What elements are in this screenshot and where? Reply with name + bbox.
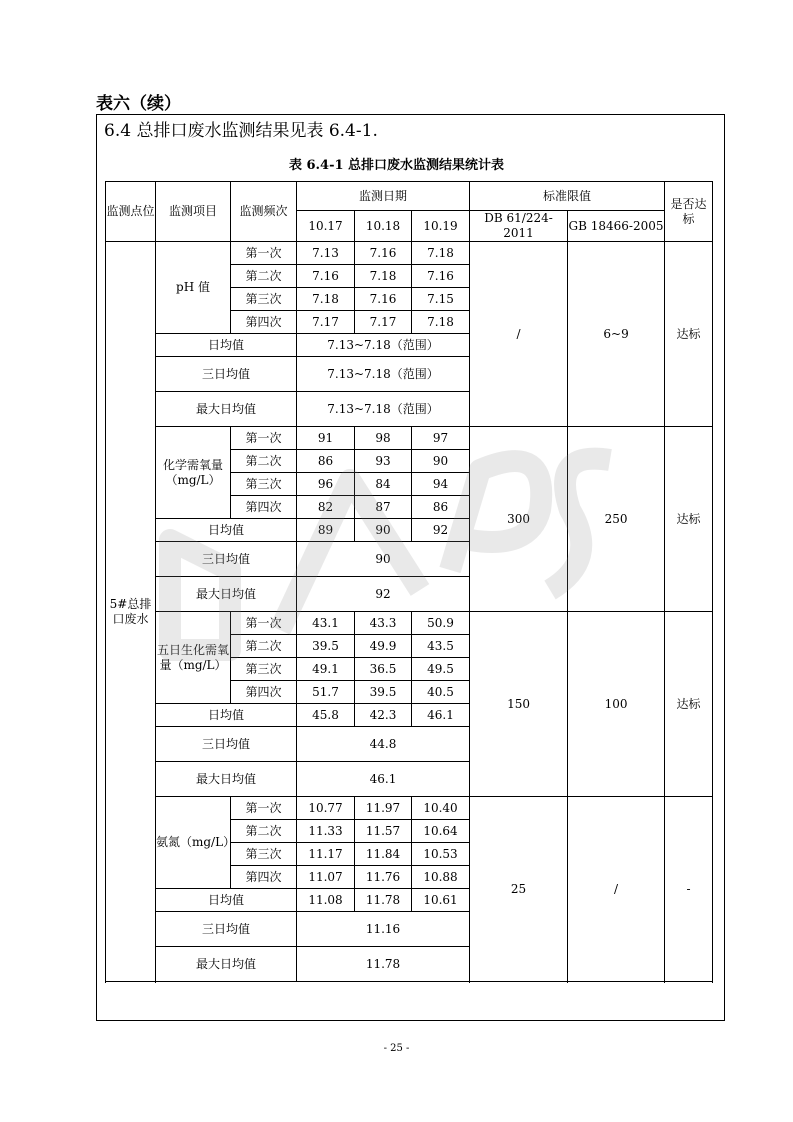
max-daily-mean-label: 最大日均值: [156, 392, 297, 427]
std-gb-value: /: [568, 797, 665, 982]
freq-label: 第二次: [231, 450, 297, 473]
item-name: 氨氮（mg/L）: [156, 797, 231, 889]
measurement-value: 7.17: [297, 311, 355, 334]
daily-mean-label: 日均值: [156, 704, 297, 727]
measurement-value: 7.16: [412, 265, 470, 288]
header-std-db: DB 61/224-2011: [470, 211, 568, 242]
table-row: [106, 242, 713, 265]
measurement-value: 11.97: [355, 797, 412, 820]
measurement-value: 87: [355, 496, 412, 519]
freq-label: 第四次: [231, 866, 297, 889]
measurement-value: 10.77: [297, 797, 355, 820]
daily-mean-label: 日均值: [156, 519, 297, 542]
measurement-value: 10.88: [412, 866, 470, 889]
max-daily-mean-value: 11.78: [297, 947, 470, 982]
freq-label: 第四次: [231, 311, 297, 334]
measurement-value: 11.57: [355, 820, 412, 843]
measurement-value: 10.40: [412, 797, 470, 820]
measurement-value: 10.53: [412, 843, 470, 866]
measurement-value: 43.3: [355, 612, 412, 635]
intro-text: 6.4 总排口废水监测结果见表 6.4-1.: [104, 121, 378, 141]
std-db-value: /: [470, 242, 568, 427]
pass-status: -: [665, 797, 713, 982]
measurement-value: 7.18: [412, 242, 470, 265]
measurement-value: 11.07: [297, 866, 355, 889]
freq-label: 第三次: [231, 288, 297, 311]
measurement-value: 7.18: [355, 265, 412, 288]
table-row: [106, 797, 713, 820]
std-gb-value: 250: [568, 427, 665, 612]
freq-label: 第二次: [231, 635, 297, 658]
three-day-mean-label: 三日均值: [156, 357, 297, 392]
daily-mean-label: 日均值: [156, 334, 297, 357]
measurement-value: 49.1: [297, 658, 355, 681]
measurement-value: 84: [355, 473, 412, 496]
freq-label: 第一次: [231, 427, 297, 450]
max-daily-mean-label: 最大日均值: [156, 947, 297, 982]
daily-mean-value: 42.3: [355, 704, 412, 727]
daily-mean-value: 11.08: [297, 889, 355, 912]
std-db-value: 150: [470, 612, 568, 797]
header-date-3: 10.19: [412, 211, 470, 242]
measurement-value: 91: [297, 427, 355, 450]
measurement-value: 7.16: [297, 265, 355, 288]
section-title: 表六（续）: [96, 94, 181, 114]
daily-mean-value: 11.78: [355, 889, 412, 912]
daily-mean-value: 89: [297, 519, 355, 542]
measurement-value: 93: [355, 450, 412, 473]
measurement-value: 43.1: [297, 612, 355, 635]
item-name: pH 值: [156, 242, 231, 334]
measurement-value: 98: [355, 427, 412, 450]
page-number: - 25 -: [383, 1043, 410, 1054]
measurement-value: 11.84: [355, 843, 412, 866]
freq-label: 第四次: [231, 496, 297, 519]
daily-mean-value: 45.8: [297, 704, 355, 727]
measurement-value: 11.76: [355, 866, 412, 889]
measurement-value: 94: [412, 473, 470, 496]
measurement-value: 49.5: [412, 658, 470, 681]
measurement-value: 51.7: [297, 681, 355, 704]
site-name: 5#总排口废水: [106, 242, 156, 982]
measurement-value: 7.16: [355, 288, 412, 311]
measurement-value: 10.64: [412, 820, 470, 843]
three-day-mean-value: 7.13~7.18（范围）: [297, 357, 470, 392]
daily-mean-value: 46.1: [412, 704, 470, 727]
measurement-value: 50.9: [412, 612, 470, 635]
header-dates-group: 监测日期: [297, 182, 470, 211]
header-site: 监测点位: [106, 182, 156, 242]
max-daily-mean-label: 最大日均值: [156, 762, 297, 797]
header-std-group: 标准限值: [470, 182, 665, 211]
header-date-2: 10.18: [355, 211, 412, 242]
freq-label: 第一次: [231, 242, 297, 265]
header-item: 监测项目: [156, 182, 231, 242]
max-daily-mean-value: 46.1: [297, 762, 470, 797]
three-day-mean-label: 三日均值: [156, 727, 297, 762]
measurement-value: 49.9: [355, 635, 412, 658]
three-day-mean-label: 三日均值: [156, 542, 297, 577]
std-db-value: 25: [470, 797, 568, 982]
daily-mean-value: 92: [412, 519, 470, 542]
measurement-value: 7.13: [297, 242, 355, 265]
max-daily-mean-value: 7.13~7.18（范围）: [297, 392, 470, 427]
freq-label: 第一次: [231, 797, 297, 820]
three-day-mean-value: 44.8: [297, 727, 470, 762]
freq-label: 第四次: [231, 681, 297, 704]
measurement-value: 86: [412, 496, 470, 519]
three-day-mean-label: 三日均值: [156, 912, 297, 947]
measurement-value: 96: [297, 473, 355, 496]
measurement-value: 39.5: [355, 681, 412, 704]
max-daily-mean-value: 92: [297, 577, 470, 612]
measurement-value: 40.5: [412, 681, 470, 704]
header-pass: 是否达标: [665, 182, 713, 242]
table-row: [106, 427, 713, 450]
measurement-value: 39.5: [297, 635, 355, 658]
std-gb-value: 6~9: [568, 242, 665, 427]
measurement-value: 36.5: [355, 658, 412, 681]
freq-label: 第三次: [231, 473, 297, 496]
freq-label: 第三次: [231, 658, 297, 681]
results-table: [105, 181, 713, 982]
item-name: 化学需氧量（mg/L）: [156, 427, 231, 519]
std-db-value: 300: [470, 427, 568, 612]
measurement-value: 7.16: [355, 242, 412, 265]
daily-mean-value: 7.13~7.18（范围）: [297, 334, 470, 357]
daily-mean-value: 90: [355, 519, 412, 542]
item-name: 五日生化需氧量（mg/L）: [156, 612, 231, 704]
table-row: [106, 612, 713, 635]
measurement-value: 11.17: [297, 843, 355, 866]
measurement-value: 43.5: [412, 635, 470, 658]
measurement-value: 86: [297, 450, 355, 473]
header-date-1: 10.17: [297, 211, 355, 242]
header-std-gb: GB 18466-2005: [568, 211, 665, 242]
measurement-value: 97: [412, 427, 470, 450]
measurement-value: 82: [297, 496, 355, 519]
pass-status: 达标: [665, 242, 713, 427]
pass-status: 达标: [665, 612, 713, 797]
measurement-value: 7.18: [412, 311, 470, 334]
measurement-value: 7.18: [297, 288, 355, 311]
three-day-mean-value: 11.16: [297, 912, 470, 947]
measurement-value: 7.17: [355, 311, 412, 334]
std-gb-value: 100: [568, 612, 665, 797]
freq-label: 第三次: [231, 843, 297, 866]
pass-status: 达标: [665, 427, 713, 612]
header-freq: 监测频次: [231, 182, 297, 242]
freq-label: 第二次: [231, 820, 297, 843]
freq-label: 第二次: [231, 265, 297, 288]
table-caption: 表 6.4-1 总排口废水监测结果统计表: [288, 158, 505, 173]
daily-mean-value: 10.61: [412, 889, 470, 912]
measurement-value: 90: [412, 450, 470, 473]
max-daily-mean-label: 最大日均值: [156, 577, 297, 612]
measurement-value: 11.33: [297, 820, 355, 843]
freq-label: 第一次: [231, 612, 297, 635]
three-day-mean-value: 90: [297, 542, 470, 577]
measurement-value: 7.15: [412, 288, 470, 311]
daily-mean-label: 日均值: [156, 889, 297, 912]
